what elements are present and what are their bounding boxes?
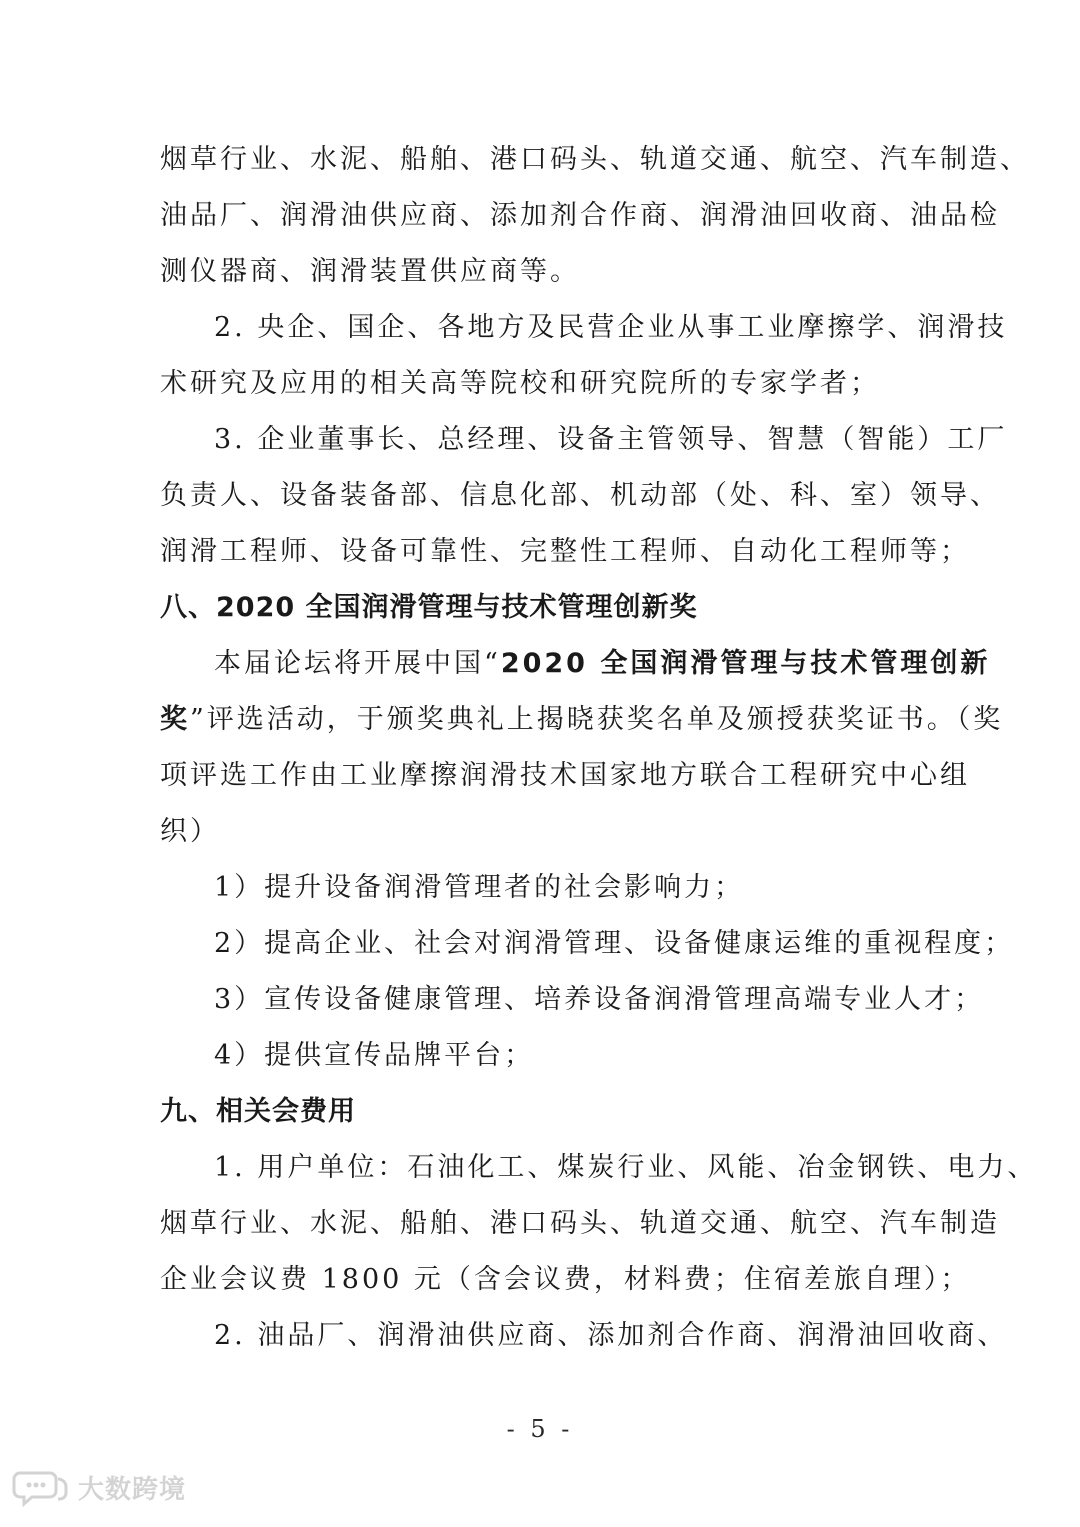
section8-paragraph-line: 织） — [160, 816, 220, 847]
body-line: 术研究及应用的相关高等院校和研究院所的专家学者； — [160, 368, 880, 399]
body-line: 3. 企业董事长、总经理、设备主管领导、智慧（智能）工厂 — [214, 424, 1008, 455]
section8-paragraph-line — [160, 636, 991, 692]
page-number: - 5 - — [506, 1415, 574, 1443]
section9-line: 2. 油品厂、润滑油供应商、添加剂合作商、润滑油回收商、 — [214, 1320, 1008, 1351]
body-line: 测仪器商、润滑装置供应商等。 — [160, 256, 580, 287]
section-heading-8: 八、2020 全国润滑管理与技术管理创新奖 — [160, 592, 698, 623]
list-item: 3）宣传设备健康管理、培养设备润滑管理高端专业人才； — [214, 984, 985, 1015]
body-line: 负责人、设备装备部、信息化部、机动部（处、科、室）领导、 — [160, 480, 1000, 511]
award-name-text: 2020 全国润滑管理与技术管理创新 — [500, 648, 991, 679]
section9-line: 烟草行业、水泥、船舶、港口码头、轨道交通、航空、汽车制造 — [160, 1208, 1000, 1239]
section9-line: 1. 用户单位：石油化工、煤炭行业、风能、冶金钢铁、电力、 — [214, 1152, 1038, 1183]
award-name-text: 奖 — [160, 704, 190, 735]
section-heading-9: 九、相关会费用 — [160, 1096, 356, 1127]
list-item: 4）提供宣传品牌平台； — [214, 1040, 535, 1071]
section8-paragraph-text: 本届论坛将开展中国“ — [214, 648, 501, 679]
watermark-text: 大数跨境 — [78, 1474, 187, 1505]
body-line: 润滑工程师、设备可靠性、完整性工程师、自动化工程师等； — [160, 536, 970, 567]
body-line: 烟草行业、水泥、船舶、港口码头、轨道交通、航空、汽车制造、 — [160, 144, 1030, 175]
body-line: 2. 央企、国企、各地方及民营企业从事工业摩擦学、润滑技 — [214, 312, 1008, 343]
list-item: 1）提升设备润滑管理者的社会影响力； — [214, 872, 745, 903]
section8-paragraph-line — [160, 692, 1004, 748]
list-item: 2）提高企业、社会对润滑管理、设备健康运维的重视程度； — [214, 928, 1015, 959]
body-line: 油品厂、润滑油供应商、添加剂合作商、润滑油回收商、油品检 — [160, 200, 1000, 231]
section8-paragraph-text: ”评选活动，于颁奖典礼上揭晓获奖名单及颁授获奖证书。（奖 — [190, 704, 1004, 735]
document-body — [160, 132, 1038, 1364]
watermark — [14, 1462, 186, 1512]
chat-bubble-logo-icon — [14, 1467, 70, 1507]
section8-paragraph-line: 项评选工作由工业摩擦润滑技术国家地方联合工程研究中心组 — [160, 760, 970, 791]
section9-line: 企业会议费 1800 元（含会议费，材料费；住宿差旅自理）； — [160, 1264, 971, 1295]
